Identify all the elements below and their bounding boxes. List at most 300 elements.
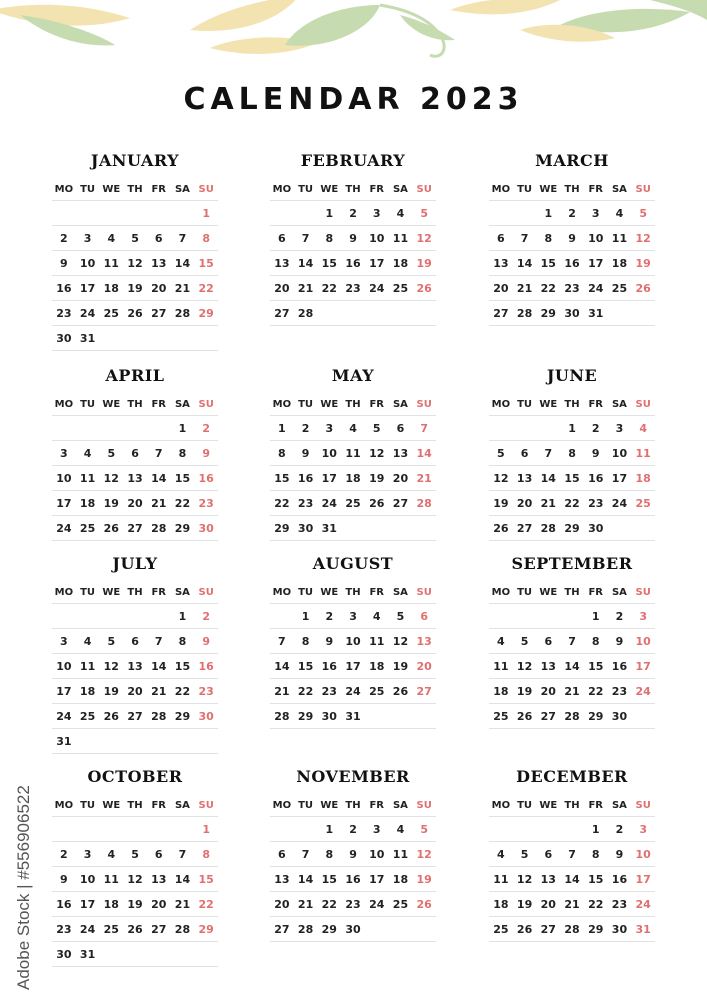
weekday-label: TH	[564, 586, 580, 598]
day-cell: 24	[369, 897, 385, 911]
weekday-label: WE	[539, 799, 558, 811]
day-cell: 6	[131, 634, 139, 648]
watermark	[10, 760, 40, 990]
day-cell: 22	[198, 281, 214, 295]
weekday-label: WE	[539, 183, 558, 195]
week-row	[270, 416, 436, 441]
week-row	[52, 604, 218, 629]
weekday-label: TU	[80, 586, 96, 598]
week-row	[270, 867, 436, 892]
week-row	[489, 704, 655, 729]
week-row	[489, 466, 655, 491]
day-cell: 5	[131, 231, 139, 245]
day-cell: 20	[127, 496, 143, 510]
weekday-header	[489, 393, 655, 416]
day-cell: 25	[493, 709, 509, 723]
day-cell: 2	[60, 231, 68, 245]
day-cell: 26	[392, 684, 409, 698]
day-cell: 14	[564, 872, 580, 886]
weekday-label: TU	[298, 799, 314, 811]
day-cell: 7	[544, 446, 553, 460]
month-november	[270, 766, 436, 942]
weekday-label: SU	[635, 799, 651, 811]
leaf-yellow-left	[0, 5, 130, 26]
day-cell: 26	[369, 496, 385, 510]
day-cell: 9	[568, 231, 576, 245]
weekday-label: WE	[102, 183, 121, 195]
day-cell: 31	[79, 331, 96, 345]
day-cell: 21	[151, 496, 167, 510]
day-cell: 29	[174, 521, 191, 535]
day-cell: 17	[635, 872, 651, 886]
day-cell: 8	[544, 231, 553, 245]
day-cell: 30	[611, 709, 628, 723]
weekday-label: WE	[320, 183, 339, 195]
day-cell: 14	[274, 659, 290, 673]
week-row	[52, 466, 218, 491]
day-cell: 11	[345, 446, 361, 460]
day-cell: 1	[325, 206, 334, 220]
day-cell: 15	[274, 471, 290, 485]
day-cell: 9	[349, 847, 357, 861]
day-cell: 13	[127, 471, 143, 485]
weekday-label: SA	[174, 398, 190, 410]
week-row	[489, 817, 655, 842]
day-cell: 2	[202, 421, 210, 435]
day-cell: 7	[301, 847, 310, 861]
week-row	[489, 301, 655, 326]
week-row	[52, 892, 218, 917]
day-cell: 24	[635, 684, 651, 698]
day-cell: 14	[297, 256, 314, 270]
month-name: JUNE	[546, 366, 598, 385]
week-row	[270, 251, 436, 276]
day-cell: 3	[639, 609, 647, 623]
day-cell: 21	[151, 684, 167, 698]
week-row	[270, 466, 436, 491]
day-cell: 18	[79, 496, 96, 510]
day-cell: 1	[568, 421, 576, 435]
weekday-label: SU	[416, 799, 432, 811]
day-cell: 16	[345, 256, 361, 270]
weekday-label: FR	[151, 586, 166, 598]
day-cell: 1	[591, 609, 600, 623]
day-cell: 14	[174, 872, 191, 886]
day-cell: 12	[516, 659, 533, 673]
weekday-label: TH	[127, 183, 143, 195]
weekday-label: FR	[151, 398, 166, 410]
day-cell: 10	[635, 847, 651, 861]
week-row	[489, 441, 655, 466]
day-cell: 8	[591, 634, 600, 648]
day-cell: 20	[151, 897, 167, 911]
day-cell: 20	[516, 496, 533, 510]
weekday-label: SU	[416, 183, 432, 195]
day-cell: 17	[321, 471, 337, 485]
day-cell: 5	[420, 206, 428, 220]
week-row	[52, 729, 218, 754]
day-cell: 6	[278, 231, 286, 245]
day-cell: 29	[198, 306, 214, 320]
day-cell: 15	[297, 659, 314, 673]
day-cell: 4	[372, 609, 381, 623]
day-cell: 24	[345, 684, 361, 698]
week-row	[52, 276, 218, 301]
day-cell: 2	[615, 822, 624, 836]
weekday-label: SA	[392, 183, 408, 195]
day-cell: 23	[345, 897, 361, 911]
page-title: CALENDAR 2023	[183, 82, 524, 117]
day-cell: 31	[56, 734, 72, 748]
week-row	[52, 817, 218, 842]
day-cell: 20	[127, 684, 143, 698]
day-cell: 26	[416, 897, 432, 911]
day-cell: 23	[345, 281, 361, 295]
week-row	[270, 817, 436, 842]
day-cell: 7	[568, 847, 576, 861]
weekday-label: SU	[198, 183, 214, 195]
weekday-label: FR	[588, 799, 603, 811]
day-cell: 13	[151, 872, 167, 886]
week-row	[52, 654, 218, 679]
day-cell: 28	[564, 709, 580, 723]
day-cell: 29	[297, 709, 314, 723]
day-cell: 20	[392, 471, 409, 485]
month-august	[270, 553, 436, 729]
day-cell: 17	[79, 897, 96, 911]
weekday-label: FR	[369, 586, 384, 598]
day-cell: 9	[325, 634, 334, 648]
weekday-label: SU	[416, 586, 432, 598]
month-february	[270, 150, 436, 326]
day-cell: 31	[588, 306, 604, 320]
week-row	[52, 201, 218, 226]
day-cell: 26	[516, 709, 533, 723]
weekday-label: FR	[369, 799, 384, 811]
weekday-header	[52, 393, 218, 416]
day-cell: 13	[151, 256, 167, 270]
week-row	[270, 917, 436, 942]
day-cell: 5	[107, 634, 116, 648]
day-cell: 8	[202, 847, 210, 861]
day-cell: 4	[107, 847, 116, 861]
day-cell: 9	[60, 256, 68, 270]
day-cell: 25	[369, 684, 385, 698]
weekday-label: TU	[298, 183, 314, 195]
day-cell: 14	[174, 256, 191, 270]
day-cell: 22	[321, 281, 337, 295]
month-name: DECEMBER	[516, 767, 628, 786]
week-row	[270, 226, 436, 251]
day-cell: 28	[540, 521, 556, 535]
day-cell: 11	[392, 231, 409, 245]
day-cell: 21	[540, 496, 556, 510]
day-cell: 17	[611, 471, 628, 485]
day-cell: 30	[321, 709, 337, 723]
day-cell: 24	[79, 922, 96, 936]
day-cell: 22	[174, 496, 191, 510]
day-cell: 3	[83, 231, 92, 245]
day-cell: 13	[416, 634, 432, 648]
day-cell: 19	[103, 496, 119, 510]
weekday-header	[270, 794, 436, 817]
day-cell: 21	[416, 471, 432, 485]
day-cell: 17	[56, 496, 72, 510]
day-cell: 19	[635, 256, 651, 270]
week-row	[52, 251, 218, 276]
day-cell: 24	[56, 521, 72, 535]
weekday-header	[489, 178, 655, 201]
weekday-label: WE	[320, 799, 339, 811]
week-row	[489, 892, 655, 917]
weekday-label: MO	[54, 586, 74, 598]
month-july	[52, 553, 218, 754]
day-cell: 29	[564, 521, 580, 535]
day-cell: 9	[591, 446, 600, 460]
day-cell: 29	[174, 709, 191, 723]
day-cell: 1	[202, 822, 210, 836]
day-cell: 6	[278, 847, 286, 861]
day-cell: 20	[540, 897, 556, 911]
day-cell: 29	[540, 306, 556, 320]
day-cell: 2	[349, 822, 357, 836]
day-cell: 25	[103, 306, 119, 320]
day-cell: 23	[588, 496, 604, 510]
month-name: JULY	[112, 554, 158, 573]
day-cell: 5	[396, 609, 405, 623]
day-cell: 8	[301, 634, 310, 648]
day-cell: 11	[79, 471, 96, 485]
day-cell: 28	[174, 922, 191, 936]
weekday-label: SU	[635, 586, 651, 598]
week-row	[52, 516, 218, 541]
weekday-label: SA	[611, 183, 627, 195]
weekday-label: TH	[345, 586, 361, 598]
week-row	[489, 867, 655, 892]
week-row	[270, 842, 436, 867]
day-cell: 1	[178, 609, 187, 623]
day-cell: 30	[345, 922, 361, 936]
day-cell: 21	[564, 684, 580, 698]
day-cell: 21	[174, 897, 191, 911]
leaf-green-center2	[400, 15, 455, 40]
day-cell: 2	[568, 206, 576, 220]
day-cell: 18	[369, 659, 385, 673]
week-row	[52, 842, 218, 867]
day-cell: 27	[540, 709, 556, 723]
day-cell: 25	[345, 496, 361, 510]
day-cell: 19	[127, 281, 143, 295]
day-cell: 6	[131, 446, 139, 460]
day-cell: 18	[635, 471, 651, 485]
week-row	[489, 491, 655, 516]
day-cell: 25	[103, 922, 119, 936]
day-cell: 9	[615, 634, 624, 648]
day-cell: 22	[297, 684, 314, 698]
day-cell: 27	[493, 306, 509, 320]
weekday-label: SA	[392, 799, 408, 811]
day-cell: 1	[591, 822, 600, 836]
day-cell: 10	[369, 847, 385, 861]
day-cell: 6	[497, 231, 505, 245]
day-cell: 28	[564, 922, 580, 936]
day-cell: 3	[372, 206, 381, 220]
week-row	[52, 917, 218, 942]
day-cell: 8	[568, 446, 576, 460]
day-cell: 9	[202, 446, 210, 460]
day-cell: 26	[127, 306, 143, 320]
day-cell: 17	[345, 659, 361, 673]
day-cell: 29	[321, 922, 337, 936]
week-row	[489, 516, 655, 541]
week-row	[270, 654, 436, 679]
day-cell: 26	[127, 922, 143, 936]
weekday-label: MO	[272, 398, 292, 410]
day-cell: 27	[540, 922, 556, 936]
weekday-header	[489, 581, 655, 604]
day-cell: 12	[635, 231, 651, 245]
day-cell: 15	[588, 872, 604, 886]
day-cell: 16	[611, 872, 628, 886]
day-cell: 14	[416, 446, 432, 460]
day-cell: 7	[154, 634, 163, 648]
day-cell: 29	[588, 922, 604, 936]
week-row	[489, 917, 655, 942]
day-cell: 12	[416, 847, 432, 861]
day-cell: 7	[154, 446, 163, 460]
day-cell: 14	[297, 872, 314, 886]
day-cell: 6	[544, 847, 553, 861]
day-cell: 15	[174, 471, 191, 485]
day-cell: 11	[493, 872, 509, 886]
day-cell: 16	[321, 659, 337, 673]
day-cell: 30	[297, 521, 314, 535]
day-cell: 1	[301, 609, 310, 623]
day-cell: 10	[635, 634, 651, 648]
day-cell: 30	[198, 521, 214, 535]
day-cell: 18	[103, 897, 119, 911]
weekday-label: TU	[517, 398, 533, 410]
day-cell: 28	[151, 709, 167, 723]
weekday-label: TU	[517, 183, 533, 195]
week-row	[270, 629, 436, 654]
day-cell: 3	[325, 421, 334, 435]
week-row	[270, 604, 436, 629]
day-cell: 28	[297, 306, 314, 320]
day-cell: 4	[396, 822, 405, 836]
day-cell: 18	[493, 684, 509, 698]
day-cell: 30	[198, 709, 214, 723]
weekday-label: FR	[369, 398, 384, 410]
week-row	[270, 276, 436, 301]
day-cell: 5	[420, 822, 428, 836]
day-cell: 12	[103, 471, 119, 485]
day-cell: 18	[79, 684, 96, 698]
day-cell: 8	[591, 847, 600, 861]
weekday-label: MO	[491, 183, 511, 195]
month-september	[489, 553, 655, 729]
day-cell: 4	[396, 206, 405, 220]
day-cell: 14	[151, 659, 167, 673]
weekday-label: TU	[298, 586, 314, 598]
day-cell: 16	[198, 471, 214, 485]
day-cell: 27	[516, 521, 533, 535]
weekday-label: TH	[345, 799, 361, 811]
weekday-label: TU	[517, 799, 533, 811]
weekday-label: FR	[369, 183, 384, 195]
day-cell: 28	[297, 922, 314, 936]
day-cell: 2	[202, 609, 210, 623]
day-cell: 5	[497, 446, 505, 460]
weekday-label: TH	[564, 398, 580, 410]
day-cell: 3	[615, 421, 624, 435]
day-cell: 4	[497, 634, 505, 648]
day-cell: 20	[274, 897, 290, 911]
day-cell: 21	[297, 897, 314, 911]
weekday-label: TH	[127, 398, 143, 410]
day-cell: 22	[198, 897, 214, 911]
day-cell: 15	[564, 471, 580, 485]
day-cell: 24	[79, 306, 96, 320]
day-cell: 4	[349, 421, 357, 435]
day-cell: 18	[392, 256, 409, 270]
day-cell: 11	[103, 872, 119, 886]
day-cell: 10	[79, 256, 96, 270]
weekday-label: SU	[635, 398, 651, 410]
weekday-label: SU	[198, 398, 214, 410]
day-cell: 20	[274, 281, 290, 295]
day-cell: 15	[540, 256, 556, 270]
day-cell: 31	[321, 521, 337, 535]
day-cell: 1	[325, 822, 334, 836]
day-cell: 22	[588, 897, 604, 911]
day-cell: 19	[493, 496, 509, 510]
day-cell: 11	[635, 446, 651, 460]
day-cell: 12	[493, 471, 509, 485]
day-cell: 8	[178, 446, 187, 460]
day-cell: 3	[349, 609, 357, 623]
weekday-label: MO	[54, 398, 74, 410]
day-cell: 5	[520, 847, 529, 861]
day-cell: 9	[301, 446, 310, 460]
day-cell: 1	[278, 421, 286, 435]
day-cell: 13	[493, 256, 509, 270]
day-cell: 17	[369, 872, 385, 886]
weekday-label: TH	[345, 398, 361, 410]
day-cell: 23	[611, 897, 628, 911]
day-cell: 15	[198, 872, 214, 886]
day-cell: 22	[564, 496, 580, 510]
day-cell: 26	[493, 521, 509, 535]
day-cell: 6	[544, 634, 553, 648]
day-cell: 30	[611, 922, 628, 936]
day-cell: 21	[516, 281, 533, 295]
weekday-label: WE	[102, 799, 121, 811]
day-cell: 13	[392, 446, 409, 460]
day-cell: 17	[635, 659, 651, 673]
day-cell: 25	[493, 922, 509, 936]
day-cell: 13	[127, 659, 143, 673]
day-cell: 4	[107, 231, 116, 245]
week-row	[489, 679, 655, 704]
day-cell: 10	[321, 446, 337, 460]
day-cell: 11	[611, 231, 628, 245]
day-cell: 14	[564, 659, 580, 673]
weekday-header	[52, 178, 218, 201]
day-cell: 3	[591, 206, 600, 220]
weekday-label: SA	[611, 398, 627, 410]
month-name: FEBRUARY	[300, 151, 406, 170]
